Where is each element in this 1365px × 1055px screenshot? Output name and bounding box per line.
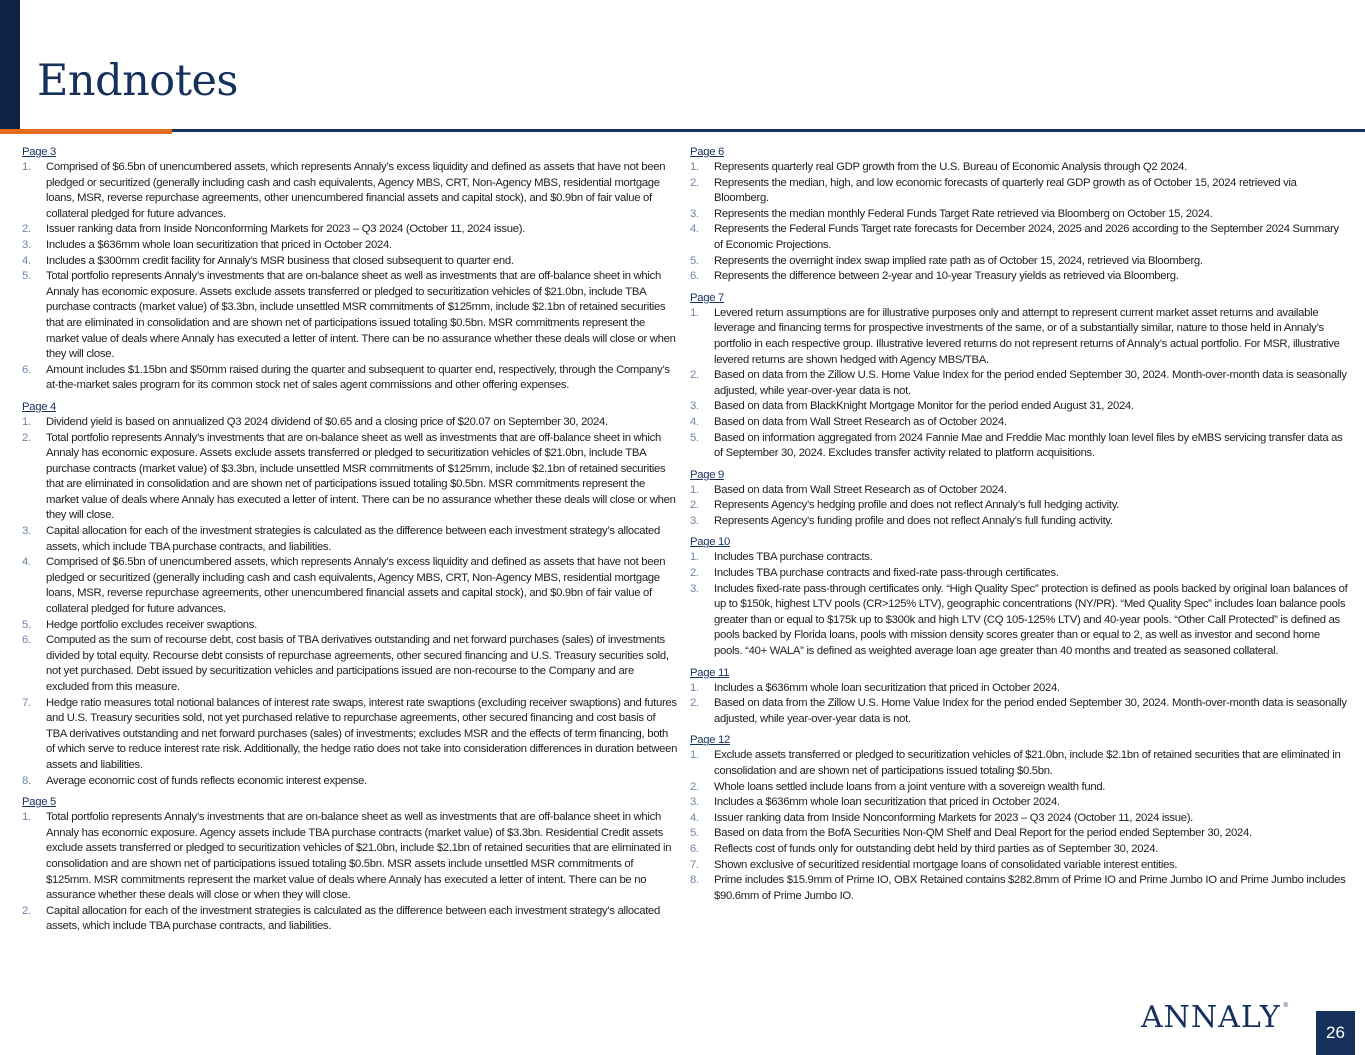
- endnote-text: Represents Agency’s funding profile and does not reflect Annaly’s full funding activity.: [714, 514, 1113, 527]
- endnote-list: [690, 550, 1350, 659]
- header-rule: [0, 129, 1365, 132]
- endnote-item: [22, 555, 678, 617]
- endnote-item: [22, 269, 678, 363]
- endnote-number: 4.: [690, 415, 699, 428]
- endnote-number: 5.: [690, 431, 699, 444]
- endnote-number: 7.: [690, 858, 699, 871]
- endnote-section: [690, 142, 1350, 285]
- endnote-text: Comprised of $6.5bn of unencumbered assets, which represents Annaly’s excess liquidity and defined as assets that have not been pledged or securitized (generally including cash and cash equivalents, Agency MBS, CRT, Non-Agency MBS, residential mortgage loans, MSR, reverse repurchase agreements, other unencumbered financial assets and capital stock), and $0.9bn of fair value of collateral pledged for future advances.: [46, 161, 666, 220]
- endnote-number: 1.: [690, 161, 699, 173]
- endnote-item: [690, 176, 1350, 207]
- endnote-section: [22, 397, 678, 789]
- endnote-text: Issuer ranking data from Inside Nonconforming Markets for 2023 – Q3 2024 (October 11, 2024 issue).: [714, 811, 1194, 824]
- endnote-number: 4.: [22, 556, 31, 569]
- endnote-number: 6.: [690, 842, 699, 855]
- endnote-text: Based on data from BlackKnight Mortgage Monitor for the period ended August 31, 2024.: [714, 400, 1134, 413]
- page-number: 26: [1316, 1011, 1355, 1055]
- endnote-item: [22, 774, 678, 790]
- section-heading: Page 7: [690, 291, 725, 304]
- endnote-section: [22, 792, 678, 935]
- endnote-text: Includes a $636mm whole loan securitization that priced in October 2024.: [46, 238, 392, 251]
- endnote-text: Based on data from the BofA Securities Non-QM Shelf and Deal Report for the period ended September 30, 2024.: [714, 827, 1252, 840]
- endnote-item: [22, 415, 678, 431]
- endnote-text: Includes a $300mm credit facility for Annaly’s MSR business that closed subsequent to quarter end.: [46, 254, 514, 267]
- endnote-number: 3.: [690, 796, 699, 809]
- endnote-number: 2.: [22, 223, 31, 236]
- endnote-text: Based on data from Wall Street Research as of October 2024.: [714, 483, 1007, 496]
- endnote-number: 2.: [690, 780, 699, 793]
- endnote-number: 6.: [690, 270, 699, 283]
- endnotes-right-column: [690, 142, 1350, 907]
- endnote-number: 2.: [22, 431, 31, 444]
- endnote-text: Includes TBA purchase contracts.: [714, 551, 873, 564]
- endnote-item: [690, 269, 1350, 285]
- endnote-text: Amount includes $1.15bn and $50mm raised during the quarter and subsequent to quarter end, respectively, through the Company’s at-the-market sales program for its common stock net of sales agent commissions and other offering expenses.: [46, 363, 670, 392]
- section-heading: Page 6: [690, 146, 725, 158]
- endnote-text: Total portfolio represents Annaly’s investments that are on-balance sheet as well as investments that are off-balance sheet in which Annaly has economic exposure. Agency assets include TBA purchase contracts (market value) of $3.3bn. Residential Credit assets exclude assets transferred or pledged to securitization vehicles of $21.0bn, include $2.1bn of retained securities that are eliminated in consolidation and are shown net of participations issued totaling $0.5bn. MSR assets include unsettled MSR commitments of $125mm. MSR commitments represent the market value of deals where Annaly has executed a letter of intent. There can be no assurance whether these deals will close or when they will close.: [46, 811, 672, 902]
- endnote-number: 2.: [690, 369, 699, 382]
- endnote-text: Computed as the sum of recourse debt, cost basis of TBA derivatives outstanding and net forward purchases (sales) of investments divided by total equity. Recourse debt consists of repurchase agreements, other secured financing and U.S. Treasury securities sold, not yet purchased. Debt issued by securitization vehicles and participations issued are non-recourse to the Company and are excluded from this measure.: [46, 634, 669, 693]
- endnote-item: [690, 222, 1350, 253]
- endnote-text: Exclude assets transferred or pledged to securitization vehicles of $21.0bn, include $2.1bn of retained securities that are eliminated in consolidation and are shown net of participations issued totaling $0.5bn.: [714, 749, 1341, 777]
- endnote-text: Levered return assumptions are for illustrative purposes only and attempt to represent current market asset returns and available leverage and financing terms for prospective investments of the same, or of a substantially similar, nature to those held in Annaly’s portfolio in each respective group. Illustrative levered returns do not represent returns of Annaly’s actual portfolio. For MSR, illustrative levered returns are shown hedged with Agency MBS/TBA.: [714, 306, 1340, 366]
- endnote-list: [690, 681, 1350, 728]
- endnote-number: 1.: [690, 306, 699, 319]
- page-title: Endnotes: [37, 56, 238, 106]
- endnote-text: Based on data from Wall Street Research as of October 2024.: [714, 415, 1007, 428]
- section-heading: Page 11: [690, 666, 730, 679]
- endnote-number: 3.: [22, 238, 31, 251]
- section-heading: Page 9: [690, 468, 725, 481]
- endnote-text: Hedge portfolio excludes receiver swaptions.: [46, 618, 257, 631]
- endnote-number: 2.: [690, 697, 699, 710]
- annaly-logo: ANNALY ®: [1141, 1000, 1290, 1035]
- endnote-number: 8.: [690, 874, 699, 887]
- endnote-list: [690, 306, 1350, 462]
- endnote-item: [22, 524, 678, 555]
- endnote-text: Includes fixed-rate pass-through certificates only. “High Quality Spec” protection is defined as pools backed by original loan balances of up to $150k, highest LTV pools (CR>125% LTV), geographic concentrations (NY/PR). “Med Quality Spec” includes loan balance pools greater than or equal to $175k up to $300k and high LTV (CQ 105-125% LTV) and 40-year pools. “Other Call Protected” is defined as pools backed by Florida loans, pools with mission density scores greater than or equal to 2, as well as investor and second home pools. “40+ WALA” is defined as weighted average loan age greater than 40 months and treated as seasoned collateral.: [714, 582, 1348, 658]
- endnote-number: 1.: [22, 161, 31, 173]
- endnote-text: Includes a $636mm whole loan securitization that priced in October 2024.: [714, 796, 1060, 809]
- endnote-item: [690, 550, 1350, 566]
- endnote-number: 5.: [690, 254, 699, 267]
- endnote-text: Represents the median, high, and low economic forecasts of quarterly real GDP growth as of October 15, 2024 retrieved via Bloomberg.: [714, 176, 1297, 205]
- endnote-number: 5.: [690, 827, 699, 840]
- endnote-number: 5.: [22, 270, 31, 283]
- endnotes-left-column: [22, 142, 678, 938]
- endnote-item: [690, 795, 1350, 811]
- endnote-text: Average economic cost of funds reflects economic interest expense.: [46, 774, 367, 787]
- endnote-number: 5.: [22, 618, 31, 631]
- endnote-number: 1.: [22, 415, 31, 428]
- endnote-text: Total portfolio represents Annaly’s investments that are on-balance sheet as well as investments that are off-balance sheet in which Annaly has economic exposure. Assets exclude assets transferred or pledged to securitization vehicles of $21.0bn, include TBA purchase contracts (market value) of $3.3bn, include unsettled MSR commitments of $125mm, include $2.1bn of retained securities that are eliminated in consolidation and are shown net of participations issued totaling $0.5bn. MSR commitments represent the market value of deals where Annaly has executed a letter of intent. There can be no assurance whether these deals will close or when they will close.: [46, 431, 676, 522]
- endnote-item: [690, 826, 1350, 842]
- endnote-number: 2.: [22, 904, 31, 917]
- endnote-text: Shown exclusive of securitized residential mortgage loans of consolidated variable interest entities.: [714, 858, 1178, 871]
- endnote-number: 3.: [22, 525, 31, 538]
- endnote-section: [690, 730, 1350, 904]
- endnote-item: [690, 582, 1350, 660]
- endnote-text: Based on data from the Zillow U.S. Home Value Index for the period ended September 30, 2024. Month-over-month data is seasonally adjusted, while year-over-year data is not.: [714, 369, 1347, 397]
- endnote-item: [690, 566, 1350, 582]
- endnote-item: [690, 514, 1350, 530]
- endnote-item: [22, 904, 678, 935]
- endnote-item: [22, 633, 678, 695]
- endnote-text: Includes TBA purchase contracts and fixed-rate pass-through certificates.: [714, 567, 1059, 580]
- endnote-text: Based on data from the Zillow U.S. Home Value Index for the period ended September 30, 2024. Month-over-month data is seasonally adjusted, while year-over-year data is not.: [714, 697, 1347, 725]
- endnote-section: [690, 663, 1350, 728]
- endnote-item: [690, 681, 1350, 697]
- section-heading: Page 5: [22, 796, 57, 809]
- endnote-number: 3.: [690, 400, 699, 413]
- endnote-item: [690, 399, 1350, 415]
- endnote-text: Represents the Federal Funds Target rate forecasts for December 2024, 2025 and 2026 according to the September 2024 Summary of Economic Projections.: [714, 223, 1339, 251]
- endnote-number: 6.: [22, 363, 31, 376]
- endnote-section: [22, 142, 678, 394]
- endnote-item: [690, 748, 1350, 779]
- endnote-number: 2.: [690, 567, 699, 580]
- endnote-item: [22, 696, 678, 774]
- endnote-list: [690, 748, 1350, 904]
- endnote-item: [690, 431, 1350, 462]
- endnote-section: [690, 288, 1350, 462]
- endnote-item: [22, 363, 678, 394]
- endnote-number: 3.: [690, 514, 699, 527]
- endnote-item: [690, 811, 1350, 827]
- endnote-list: [22, 160, 678, 394]
- endnote-text: Prime includes $15.9mm of Prime IO, OBX Retained contains $282.8mm of Prime IO and Prime Jumbo IO and Prime Jumbo includes $90.6mm of Prime Jumbo IO.: [714, 874, 1346, 902]
- endnote-number: 4.: [690, 811, 699, 824]
- endnote-section: [690, 532, 1350, 659]
- endnote-text: Represents Agency’s hedging profile and does not reflect Annaly’s full hedging activity.: [714, 499, 1120, 512]
- endnote-item: [22, 431, 678, 525]
- endnote-list: [22, 810, 678, 935]
- endnote-number: 1.: [690, 681, 699, 694]
- endnote-text: Comprised of $6.5bn of unencumbered assets, which represents Annaly’s excess liquidity and defined as assets that have not been pledged or securitized (generally including cash and cash equivalents, Agency MBS, CRT, Non-Agency MBS, residential mortgage loans, MSR, reverse repurchase agreements, other unencumbered financial assets and capital stock), and $0.9bn of fair value of collateral pledged for future advances.: [46, 556, 666, 616]
- endnote-item: [22, 222, 678, 238]
- endnote-number: 1.: [690, 483, 699, 496]
- endnote-item: [22, 618, 678, 634]
- endnote-item: [690, 696, 1350, 727]
- endnote-item: [22, 160, 678, 222]
- endnote-item: [690, 160, 1350, 176]
- endnote-item: [690, 498, 1350, 514]
- endnote-item: [690, 842, 1350, 858]
- endnote-text: Total portfolio represents Annaly’s investments that are on-balance sheet as well as investments that are off-balance sheet in which Annaly has economic exposure. Assets exclude assets transferred or pledged to securitization vehicles of $21.0bn, include TBA purchase contracts (market value) of $3.3bn, include unsettled MSR commitments of $125mm, include $2.1bn of retained securities that are eliminated in consolidation and are shown net of participations issued totaling $0.5bn. MSR commitments represent the market value of deals where Annaly has executed a letter of intent. There can be no assurance whether these deals will close or when they will close.: [46, 270, 676, 361]
- endnote-number: 7.: [22, 696, 31, 709]
- endnote-text: Represents the median monthly Federal Funds Target Rate retrieved via Bloomberg on October 15, 2024.: [714, 207, 1213, 220]
- endnote-text: Represents the difference between 2-year and 10-year Treasury yields as retrieved via Bloomberg.: [714, 270, 1179, 283]
- endnote-item: [690, 858, 1350, 874]
- header-rule-accent: [0, 129, 172, 134]
- endnote-number: 4.: [22, 254, 31, 267]
- endnote-number: 8.: [22, 774, 31, 787]
- endnote-text: Reflects cost of funds only for outstanding debt held by third parties as of September 30, 2024.: [714, 842, 1159, 855]
- section-heading: Page 3: [22, 146, 57, 158]
- endnote-number: 1.: [22, 811, 31, 824]
- endnote-item: [22, 238, 678, 254]
- endnote-text: Represents quarterly real GDP growth from the U.S. Bureau of Economic Analysis through Q2 2024.: [714, 161, 1187, 173]
- endnote-number: 1.: [690, 551, 699, 564]
- endnote-number: 6.: [22, 634, 31, 647]
- endnote-text: Whole loans settled include loans from a joint venture with a sovereign wealth fund.: [714, 780, 1106, 793]
- endnote-text: Capital allocation for each of the investment strategies is calculated as the difference between each investment strategy’s allocated assets, which include TBA purchase contracts, and liabilities.: [46, 525, 661, 553]
- endnote-text: Hedge ratio measures total notional balances of interest rate swaps, interest rate swaptions (excluding receiver swaptions) and futures and U.S. Treasury securities sold, not yet purchased relative to repurchase agreements, other secured financing and cost basis of TBA derivatives outstanding and net forward purchases (sales) of investments; excludes MSR and the effects of term financing, both of which serve to reduce interest rate risk. Additionally, the hedge ratio does not take into consideration differences in duration between assets and liabilities.: [46, 696, 678, 771]
- endnote-text: Capital allocation for each of the investment strategies is calculated as the difference between each investment strategy’s allocated assets, which include TBA purchase contracts, and liabilities.: [46, 904, 661, 933]
- endnote-item: [690, 368, 1350, 399]
- endnote-item: [690, 780, 1350, 796]
- endnote-text: Includes a $636mm whole loan securitization that priced in October 2024.: [714, 681, 1060, 694]
- endnote-number: 4.: [690, 223, 699, 236]
- endnote-number: 2.: [690, 499, 699, 512]
- endnote-text: Represents the overnight index swap implied rate path as of October 15, 2024, retrieved via Bloomberg.: [714, 254, 1203, 267]
- endnote-item: [690, 483, 1350, 499]
- endnote-item: [690, 254, 1350, 270]
- endnote-text: Dividend yield is based on annualized Q3 2024 dividend of $0.65 and a closing price of $20.07 on September 30, 2024.: [46, 415, 608, 428]
- endnote-list: [690, 160, 1350, 285]
- endnote-list: [22, 415, 678, 789]
- endnote-text: Based on information aggregated from 2024 Fannie Mae and Freddie Mac monthly loan level files by eMBS servicing transfer data as of September 30, 2024. Excludes transfer activity related to platform acquisitions.: [714, 431, 1343, 460]
- endnote-text: Issuer ranking data from Inside Nonconforming Markets for 2023 – Q3 2024 (October 11, 2024 issue).: [46, 223, 526, 236]
- endnote-item: [690, 306, 1350, 368]
- endnote-item: [22, 810, 678, 904]
- endnote-section: [690, 465, 1350, 530]
- endnote-item: [690, 207, 1350, 223]
- endnote-number: 3.: [690, 582, 699, 595]
- endnote-number: 2.: [690, 176, 699, 189]
- endnote-item: [690, 873, 1350, 904]
- endnote-number: 1.: [690, 749, 699, 762]
- endnote-number: 3.: [690, 207, 699, 220]
- endnote-list: [690, 483, 1350, 530]
- header-accent-bar: [0, 0, 20, 130]
- endnote-item: [22, 254, 678, 270]
- section-heading: Page 12: [690, 734, 730, 747]
- endnote-item: [690, 415, 1350, 431]
- section-heading: Page 10: [690, 536, 730, 549]
- section-heading: Page 4: [22, 400, 57, 413]
